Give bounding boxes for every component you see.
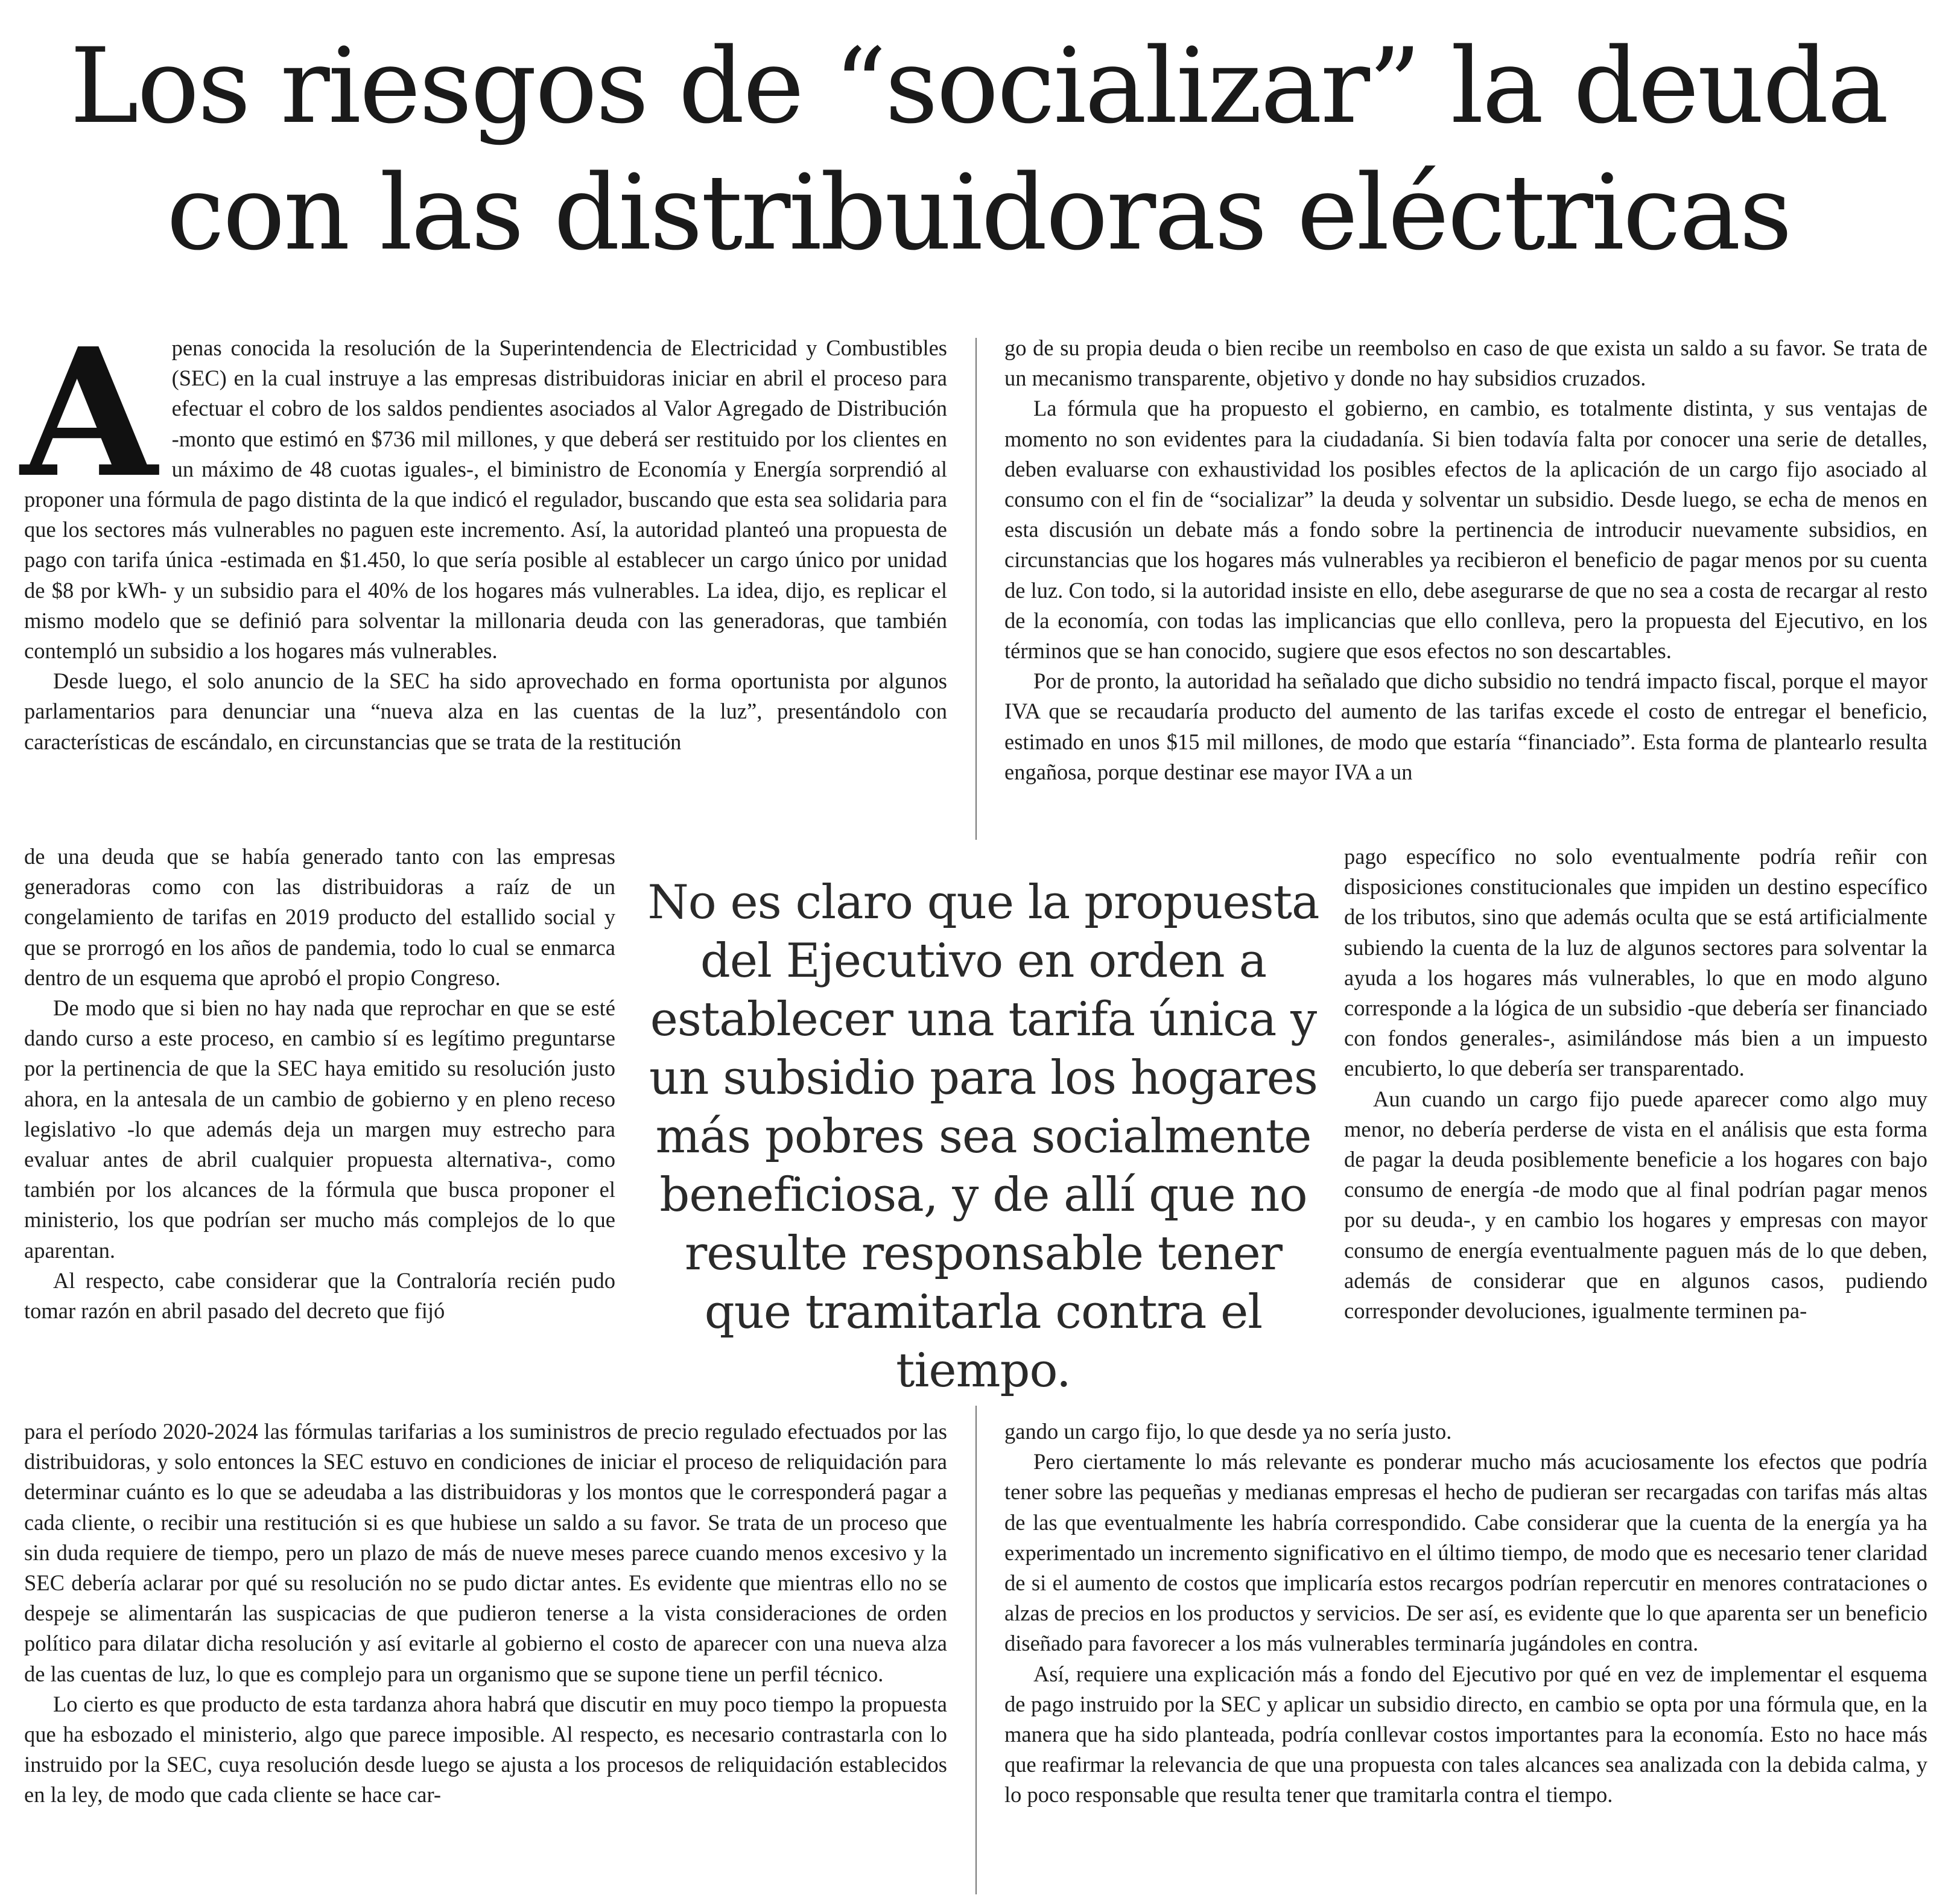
paragraph: para el período 2020-2024 las fórmulas tarifarias a los suministros de precio regulado efectuados por las distribuidoras, y solo entonces la SEC estuvo en condiciones de iniciar el proceso de reliquidación para determinar cuánto es lo que se adeudaba a las distribuidoras y los montos que le corresponderá pagar a cada cliente, o recibir una restitución si es que hubiese un saldo a su favor. Se trata de un proceso que sin duda requiere de tiempo, pero un plazo de más de nueve meses parece cuando menos excesivo y la SEC debería aclarar por qué su resolución no se pudo dictar antes. Es evidente que mientras ello no se despeje se alimentarán las suspicacias de que pudieron tenerse a la vista consideraciones de orden político para dilatar dicha resolución y así evitarle al gobierno el costo de aparecer con una nueva alza de las cuentas de luz, lo que es complejo para un organismo que se supone tiene un perfil técnico. (24, 1419, 947, 1686)
paragraph: go de su propia deuda o bien recibe un reembolso en caso de que exista un saldo a su favor. Se trata de un mecanismo transparente, objetivo y donde no hay subsidios cruzados. (1004, 335, 1927, 391)
pull-quote: No es claro que la propuesta del Ejecutivo en orden a establecer una tarifa única y un subsidio para los hogares más pobres sea socialmente beneficiosa, y de allí que no resulte responsable tener que tramitarla contra el tiempo. (647, 875, 1319, 1398)
article-column-1-middle (24, 842, 615, 1326)
paragraph: La fórmula que ha propuesto el gobierno, en cambio, es totalmente distinta, y sus ventajas de momento no son evidentes para la ciudadanía. Si bien todavía falta por conocer una serie de detalles, deben evaluarse con exhaustividad los posibles efectos de la aplicación de un cargo fijo asociado al consumo con el fin de “socializar” la deuda y solventar un subsidio. Desde luego, se echa de menos en esta discusión un debate más a fondo sobre la pertinencia de introducir nuevamente subsidios, en circunstancias que los hogares más vulnerables ya recibieron el beneficio de pagar menos por su cuenta de luz. Con todo, si la autoridad insiste en ello, debe asegurarse de que no sea a costa de recargar al resto de la economía, con todas las implicancias que ello conlleva, pero la propuesta del Ejecutivo, en los términos que se han conocido, sugiere que esos efectos no son descartables. (1004, 396, 1927, 664)
article-column-2-top (1004, 333, 1927, 787)
paragraph: Desde luego, el solo anuncio de la SEC ha sido aprovechado en forma oportunista por algunos parlamentarios para denunciar una “nueva alza en las cuentas de la luz”, presentándolo con características de escándalo, en circunstancias que se trata de la restitución (24, 668, 947, 754)
paragraph: Así, requiere una explicación más a fondo del Ejecutivo por qué en vez de implementar el esquema de pago instruido por la SEC y aplicar un subsidio directo, en cambio se opta por una fórmula que, en la manera que ha sido planteada, podría conllevar costos importantes para la economía. Esto no hace más que reafirmar la relevancia de que una propuesta con tales alcances sea analizada con la debida calma, y lo poco responsable que resulta tener que tramitarla contra el tiempo. (1004, 1661, 1927, 1807)
paragraph: de una deuda que se había generado tanto con las empresas generadoras como con las distribuidoras a raíz de un congelamiento de tarifas en 2019 producto del estallido social y que se prorrogó en los años de pandemia, todo lo cual se enmarca dentro de un esquema que aprobó el propio Congreso. (24, 844, 615, 990)
column-divider-top (975, 338, 977, 840)
paragraph: Por de pronto, la autoridad ha señalado que dicho subsidio no tendrá impacto fiscal, porque el mayor IVA que se recaudaría producto del aumento de las tarifas excede el costo de entregar el beneficio, estimado en unos $15 mil millones, de modo que estaría “financiado”. Esta forma de plantearlo resulta engañosa, porque destinar ese mayor IVA a un (1004, 668, 1927, 784)
article-column-1-top (21, 309, 947, 757)
article-column-2-bottom (1004, 1417, 1927, 1810)
drop-cap: A (21, 309, 157, 516)
paragraph: Al respecto, cabe considerar que la Contraloría recién pudo tomar razón en abril pasado del decreto que fijó (24, 1268, 615, 1324)
paragraph: penas conocida la resolución de la Superintendencia de Electricidad y Combustibles (SEC) en la cual instruye a las empresas distribuidoras iniciar en abril el proceso para efectuar el cobro de los saldos pendientes asociados al Valor Agregado de Distribución -monto que estimó en $736 mil millones, y que deberá ser restituido por los clientes en un máximo de 48 cuotas iguales-, el biministro de Economía y Energía sorprendió al proponer una fórmula de pago distinta de la que indicó el regulador, buscando que esta sea solidaria para que los sectores más vulnerables no paguen este incremento. Así, la autoridad planteó una propuesta de pago con tarifa única -estimada en $1.450, lo que sería posible al establecer un cargo único por unidad de $8 por kWh- y un subsidio para el 40% de los hogares más vulnerables. La idea, dijo, es replicar el mismo modelo que se definió para solventar la millonaria deuda con las generadoras, que también contempló un subsidio a los hogares más vulnerables. (24, 335, 947, 664)
paragraph: pago específico no solo eventualmente podría reñir con disposiciones constitucionales que impiden un destino específico de los tributos, sino que además oculta que se está artificialmente subiendo la cuenta de la luz de algunos sectores para solventar la ayuda a los hogares más vulnerables, lo que en modo alguno corresponde a la lógica de un subsidio -que debería ser financiado con fondos generales-, asimilándose más bien a un impuesto encubierto, lo que debería ser transparentado. (1344, 844, 1927, 1081)
article-column-2-middle (1344, 842, 1927, 1326)
article-column-1-bottom (24, 1417, 947, 1810)
paragraph: Pero ciertamente lo más relevante es ponderar mucho más acuciosamente los efectos que podría tener sobre las pequeñas y medianas empresas el hecho de pudieran ser recargadas con tarifas más altas de las que eventualmente les habría correspondido. Cabe considerar que la cuenta de la energía ya ha experimentado un incremento significativo en el último tiempo, de modo que es necesario tener claridad de si el aumento de costos que implicaría estos recargos podrían repercutir en menores contrataciones o alzas de precios en los productos y servicios. De ser así, es evidente que lo que aparenta ser un beneficio diseñado para favorecer a los más vulnerables terminaría jugándoles en contra. (1004, 1449, 1927, 1656)
paragraph: gando un cargo fijo, lo que desde ya no sería justo. (1004, 1419, 1452, 1444)
headline: Los riesgos de “socializar” la deuda con las distribuidoras eléctricas (69, 25, 1888, 273)
column-divider-bottom (975, 1406, 977, 1894)
paragraph: De modo que si bien no hay nada que reprochar en que se esté dando curso a este proceso, en cambio sí es legítimo preguntarse por la pertinencia de que la SEC haya emitido su resolución justo ahora, en la antesala de un cambio de gobierno y en pleno receso legislativo -lo que además deja un margen muy estrecho para evaluar antes de abril cualquier propuesta alternativa-, como también por los alcances de la fórmula que busca proponer el ministerio, los que podrían ser mucho más complejos de lo que aparentan. (24, 995, 615, 1263)
paragraph: Lo cierto es que producto de esta tardanza ahora habrá que discutir en muy poco tiempo la propuesta que ha esbozado el ministerio, algo que parece imposible. Al respecto, es necesario contrastarla con lo instruido por la SEC, cuya resolución desde luego se ajusta a los procesos de reliquidación establecidos en la ley, de modo que cada cliente se hace car- (24, 1691, 947, 1807)
paragraph: Aun cuando un cargo fijo puede aparecer como algo muy menor, no debería perderse de vista en el análisis que esta forma de pagar la deuda posiblemente beneficie a los hogares con bajo consumo de energía -de modo que al final podrían pagar menos por su deuda-, y en cambio los hogares y empresas con mayor consumo de energía eventualmente paguen más de lo que deben, además de considerar que en algunos casos, pudiendo corresponder devoluciones, igualmente terminen pa- (1344, 1086, 1927, 1324)
